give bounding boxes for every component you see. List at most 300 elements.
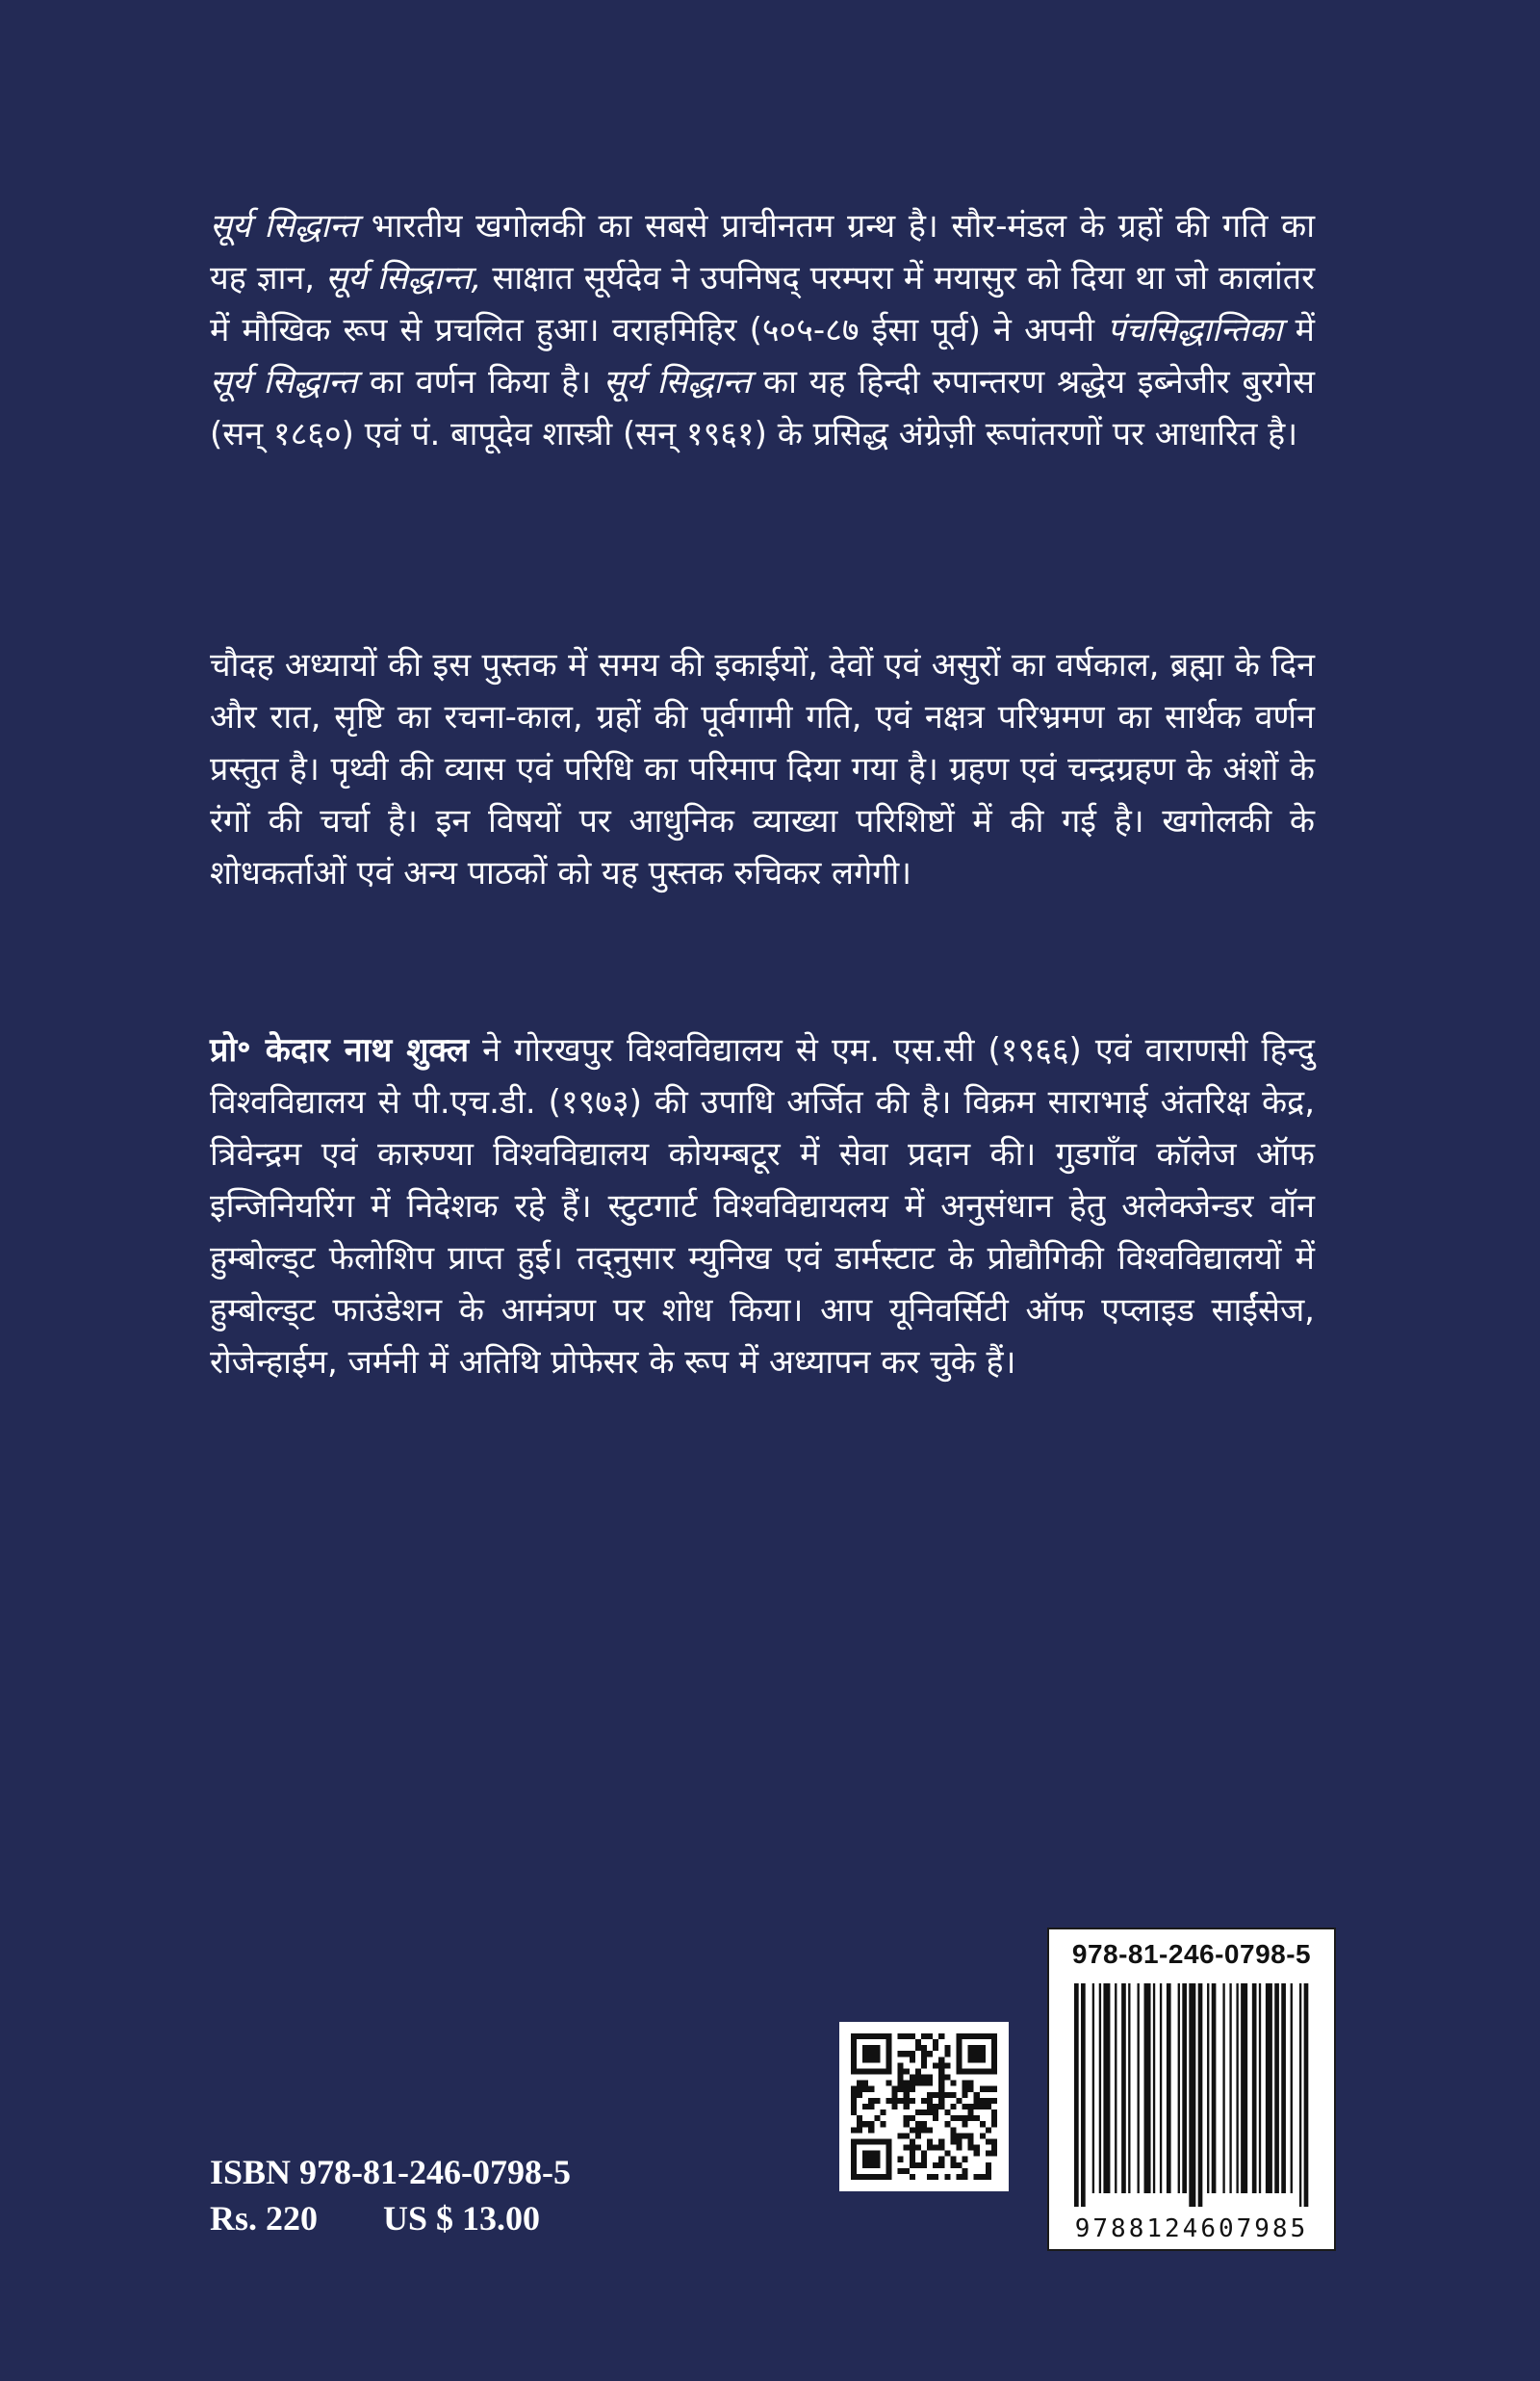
qr-module <box>991 2115 997 2121</box>
qr-module <box>938 2062 944 2068</box>
qr-module <box>956 2068 962 2074</box>
qr-module <box>980 2045 986 2051</box>
para1-text-b: साक्षात सूर्यदेव ने उपनिषद् परम्परा में मयासुर को दिया था जो कालांतर में मौखिक रूप से प्रचलित हुआ। वराहमिहिर (५०५-८७ ईसा पूर्व) ने अपनी <box>210 259 1315 349</box>
qr-module <box>857 2081 862 2086</box>
qr-module <box>938 2033 944 2039</box>
qr-module <box>862 2086 868 2092</box>
qr-module <box>915 2039 921 2045</box>
qr-module <box>874 2068 880 2074</box>
qr-code-graphic <box>851 2033 997 2180</box>
qr-module <box>974 2033 980 2039</box>
qr-module <box>986 2033 991 2039</box>
qr-module <box>986 2127 991 2133</box>
qr-module <box>968 2045 974 2051</box>
qr-module <box>938 2098 944 2104</box>
qr-module <box>933 2104 938 2109</box>
qr-module <box>956 2051 962 2057</box>
barcode-bar <box>1144 1983 1151 2193</box>
qr-module <box>962 2121 968 2127</box>
qr-module <box>857 2174 862 2180</box>
qr-module <box>868 2162 874 2168</box>
qr-module <box>862 2033 868 2039</box>
qr-module <box>904 2098 910 2104</box>
qr-module <box>898 2133 904 2138</box>
qr-module <box>944 2092 950 2098</box>
barcode-bar <box>1167 1983 1171 2193</box>
qr-module <box>886 2045 891 2051</box>
qr-module <box>921 2045 927 2051</box>
qr-module <box>944 2045 950 2051</box>
qr-module <box>974 2115 980 2121</box>
qr-module <box>915 2145 921 2151</box>
qr-module <box>974 2151 980 2157</box>
qr-module <box>868 2127 874 2133</box>
qr-module <box>915 2162 921 2168</box>
qr-module <box>898 2168 904 2174</box>
qr-module <box>910 2162 915 2168</box>
qr-module <box>915 2081 921 2086</box>
qr-module <box>904 2051 910 2057</box>
barcode-bar <box>1115 1983 1116 2193</box>
qr-module <box>857 2068 862 2074</box>
qr-module <box>868 2068 874 2074</box>
qr-module <box>980 2068 986 2074</box>
qr-module <box>921 2081 927 2086</box>
qr-module <box>956 2057 962 2062</box>
qr-module <box>933 2174 938 2180</box>
qr-module <box>956 2115 962 2121</box>
qr-module <box>874 2157 880 2162</box>
qr-module <box>921 2121 927 2127</box>
price-row <box>210 2195 571 2241</box>
qr-module <box>868 2174 874 2180</box>
qr-module <box>968 2133 974 2138</box>
qr-module <box>944 2151 950 2157</box>
qr-module <box>933 2109 938 2115</box>
qr-module <box>851 2092 857 2098</box>
qr-module <box>886 2168 891 2174</box>
qr-module <box>851 2033 857 2039</box>
qr-module <box>962 2086 968 2092</box>
qr-module <box>874 2174 880 2180</box>
qr-module <box>868 2157 874 2162</box>
qr-module <box>910 2098 915 2104</box>
barcode-bar <box>1121 1983 1126 2193</box>
qr-module <box>915 2068 921 2074</box>
qr-module <box>904 2115 910 2121</box>
qr-module <box>851 2057 857 2062</box>
qr-module <box>938 2057 944 2062</box>
panchasiddhantika-italic: पंचसिद्धान्तिका <box>1107 311 1283 349</box>
author-name: प्रो॰ केदार नाथ शुक्ल <box>210 1031 469 1070</box>
qr-module <box>868 2051 874 2057</box>
qr-module <box>991 2109 997 2115</box>
qr-module <box>851 2104 857 2109</box>
qr-module <box>886 2138 891 2144</box>
qr-module <box>962 2068 968 2074</box>
qr-module <box>962 2133 968 2138</box>
qr-module <box>898 2081 904 2086</box>
qr-module <box>944 2051 950 2057</box>
qr-module <box>991 2121 997 2127</box>
qr-module <box>950 2104 956 2109</box>
qr-module <box>944 2121 950 2127</box>
qr-module <box>921 2109 927 2115</box>
qr-module <box>880 2121 886 2127</box>
qr-module <box>974 2051 980 2057</box>
para1-text-e: का यह हिन्दी रुपान्तरण श्रद्धेय इब्नेजीर बुरगेस (सन् १८६०) एवं पं. बापूदेव शास्त्री (सन् १९६१) के प्रसिद्ध अंग्रेज़ी रूपांतरणों पर आधारित है। <box>210 363 1315 453</box>
qr-module <box>904 2133 910 2138</box>
qr-module <box>874 2115 880 2121</box>
qr-module <box>968 2115 974 2121</box>
qr-module <box>962 2092 968 2098</box>
qr-module <box>974 2045 980 2051</box>
qr-module <box>974 2145 980 2151</box>
qr-module <box>956 2098 962 2104</box>
qr-module <box>991 2145 997 2151</box>
qr-module <box>980 2057 986 2062</box>
qr-module <box>962 2081 968 2086</box>
qr-module <box>927 2098 933 2104</box>
qr-module <box>938 2157 944 2162</box>
qr-module <box>868 2151 874 2157</box>
qr-module <box>980 2051 986 2057</box>
qr-module <box>950 2115 956 2121</box>
qr-module <box>886 2062 891 2068</box>
barcode-bar <box>1252 1983 1257 2193</box>
qr-module <box>921 2162 927 2168</box>
qr-module <box>991 2045 997 2051</box>
qr-module <box>950 2081 956 2086</box>
qr-module <box>968 2057 974 2062</box>
qr-module <box>862 2138 868 2144</box>
qr-module <box>910 2115 915 2121</box>
isbn-line: ISBN 978-81-246-0798-5 <box>210 2153 571 2191</box>
qr-module <box>944 2174 950 2180</box>
qr-module <box>898 2068 904 2074</box>
qr-module <box>868 2057 874 2062</box>
qr-module <box>974 2174 980 2180</box>
qr-module <box>915 2075 921 2081</box>
qr-module <box>956 2174 962 2180</box>
book-title-italic: सूर्य सिद्धान्त <box>603 363 752 401</box>
qr-module <box>986 2104 991 2109</box>
qr-module <box>915 2133 921 2138</box>
qr-module <box>921 2062 927 2068</box>
qr-module <box>927 2109 933 2115</box>
qr-module <box>851 2168 857 2174</box>
qr-module <box>898 2098 904 2104</box>
qr-module <box>938 2138 944 2144</box>
qr-module <box>927 2033 933 2039</box>
qr-module <box>880 2138 886 2144</box>
qr-module <box>933 2045 938 2051</box>
qr-module <box>980 2133 986 2138</box>
barcode-bar <box>1178 1983 1180 2193</box>
qr-module <box>933 2115 938 2121</box>
barcode-bar <box>1092 1983 1094 2193</box>
qr-module <box>933 2062 938 2068</box>
qr-module <box>933 2092 938 2098</box>
qr-module <box>910 2174 915 2180</box>
qr-module <box>904 2086 910 2092</box>
qr-module <box>910 2051 915 2057</box>
qr-module <box>862 2081 868 2086</box>
qr-module <box>921 2057 927 2062</box>
qr-module <box>921 2151 927 2157</box>
qr-module <box>868 2104 874 2109</box>
barcode-isbn-text: 978-81-246-0798-5 <box>1071 1939 1312 1969</box>
qr-module <box>962 2033 968 2039</box>
qr-module <box>962 2115 968 2121</box>
qr-module <box>886 2039 891 2045</box>
qr-module <box>898 2157 904 2162</box>
qr-module <box>857 2138 862 2144</box>
qr-module <box>927 2075 933 2081</box>
qr-module <box>915 2121 921 2127</box>
qr-module <box>874 2045 880 2051</box>
qr-module <box>950 2138 956 2144</box>
qr-module <box>921 2051 927 2057</box>
qr-module <box>986 2168 991 2174</box>
barcode-bar <box>1236 1983 1238 2193</box>
qr-module <box>910 2151 915 2157</box>
book-title-italic: सूर्य सिद्धान्त, <box>325 259 482 298</box>
qr-module <box>910 2057 915 2062</box>
qr-module <box>927 2145 933 2151</box>
qr-module <box>851 2151 857 2157</box>
qr-module <box>933 2145 938 2151</box>
qr-module <box>950 2127 956 2133</box>
barcode-bar <box>1160 1983 1162 2193</box>
qr-module <box>956 2162 962 2168</box>
qr-module <box>898 2086 904 2092</box>
barcode-digits-text: 9788124607985 <box>1074 2214 1309 2243</box>
barcode-bar <box>1212 1983 1217 2193</box>
qr-module <box>986 2162 991 2168</box>
qr-module <box>968 2109 974 2115</box>
qr-module <box>857 2121 862 2127</box>
qr-module <box>886 2057 891 2062</box>
qr-module <box>862 2051 868 2057</box>
author-bio-paragraph <box>210 1024 1315 1388</box>
qr-module <box>991 2068 997 2074</box>
qr-module <box>968 2138 974 2144</box>
qr-module <box>886 2145 891 2151</box>
para2-text: चौदह अध्यायों की इस पुस्तक में समय की इकाईयों, देवों एवं असुरों का वर्षकाल, ब्रह्मा के दिन और रात, सृष्टि का रचना-काल, ग्रहों की पूर्वगामी गति, एवं नक्षत्र परिभ्रमण का सार्थक वर्णन प्रस्तुत है। पृथ्वी की व्यास एवं परिधि का परिमाप दिया गया है। ग्रहण एवं चन्द्रग्रहण के अंशों के रंगों की चर्चा है। इन विषयों पर आधुनिक व्याख्या परिशिष्टों में की गई है। खगोलकी के शोधकर्ताओं एवं अन्य पाठकों को यह पुस्तक रुचिकर लगेगी। <box>210 646 1315 893</box>
qr-module <box>851 2039 857 2045</box>
qr-module <box>991 2051 997 2057</box>
qr-module <box>974 2104 980 2109</box>
qr-module <box>927 2092 933 2098</box>
isbn-price-block <box>210 2149 571 2241</box>
qr-module <box>968 2086 974 2092</box>
qr-module <box>880 2174 886 2180</box>
qr-module <box>986 2174 991 2180</box>
qr-module <box>991 2039 997 2045</box>
qr-module <box>851 2068 857 2074</box>
barcode-bar <box>1291 1983 1293 2193</box>
qr-module <box>898 2033 904 2039</box>
qr-module <box>962 2104 968 2109</box>
qr-module <box>904 2092 910 2098</box>
qr-module <box>968 2068 974 2074</box>
qr-module <box>910 2145 915 2151</box>
qr-module <box>851 2157 857 2162</box>
qr-module <box>862 2121 868 2127</box>
barcode-bar <box>1182 1983 1187 2193</box>
qr-module <box>851 2109 857 2115</box>
qr-module <box>956 2138 962 2144</box>
qr-code-icon <box>839 2022 1009 2191</box>
qr-module <box>986 2086 991 2092</box>
price-usd: US $ 13.00 <box>383 2199 541 2238</box>
qr-module <box>886 2162 891 2168</box>
qr-module <box>851 2086 857 2092</box>
qr-module <box>904 2121 910 2127</box>
qr-module <box>962 2168 968 2174</box>
barcode-bar <box>1103 1983 1110 2193</box>
qr-module <box>880 2033 886 2039</box>
qr-module <box>921 2127 927 2133</box>
barcode-bar <box>1128 1983 1130 2193</box>
qr-module <box>927 2051 933 2057</box>
qr-module <box>862 2045 868 2051</box>
qr-module <box>851 2098 857 2104</box>
qr-module <box>938 2104 944 2109</box>
qr-module <box>868 2086 874 2092</box>
qr-module <box>910 2086 915 2092</box>
barcode-bar <box>1259 1983 1261 2193</box>
qr-module <box>921 2033 927 2039</box>
qr-module <box>927 2127 933 2133</box>
qr-module <box>886 2174 891 2180</box>
qr-module <box>950 2092 956 2098</box>
qr-module <box>910 2127 915 2133</box>
qr-module <box>910 2157 915 2162</box>
qr-module <box>986 2068 991 2074</box>
qr-module <box>974 2057 980 2062</box>
barcode-bar <box>1266 1983 1272 2193</box>
qr-module <box>980 2104 986 2109</box>
qr-module <box>868 2033 874 2039</box>
qr-module <box>904 2081 910 2086</box>
barcode-bar <box>1207 1983 1209 2193</box>
qr-module <box>892 2098 898 2104</box>
qr-module <box>938 2075 944 2081</box>
qr-module <box>857 2033 862 2039</box>
qr-module <box>962 2174 968 2180</box>
qr-module <box>944 2062 950 2068</box>
qr-module <box>944 2109 950 2115</box>
book-title-italic: सूर्य सिद्धान्त <box>210 363 358 401</box>
qr-module <box>980 2098 986 2104</box>
qr-module <box>857 2115 862 2121</box>
qr-module <box>874 2033 880 2039</box>
qr-module <box>851 2162 857 2168</box>
qr-module <box>968 2104 974 2109</box>
qr-module <box>910 2138 915 2144</box>
qr-module <box>904 2104 910 2109</box>
qr-module <box>980 2033 986 2039</box>
qr-module <box>956 2045 962 2051</box>
qr-module <box>857 2127 862 2133</box>
qr-module <box>927 2174 933 2180</box>
qr-module <box>915 2127 921 2133</box>
barcode-bar <box>1304 1983 1309 2207</box>
barcode-bar <box>1299 1983 1301 2207</box>
author-bio-text: ने गोरखपुर विश्वविद्यालय से एम. एस.सी (१९६६) एवं वाराणसी हिन्दु विश्वविद्यालय से पी.एच.डी. (१९७३) की उपाधि अर्जित की है। विक्रम साराभाई अंतरिक्ष केद्र, त्रिवेन्द्रम एवं कारुण्या विश्वविद्यालय कोयम्बटूर में सेवा प्रदान की। गुडगाँव कॉलेज ऑफ इन्जिनियरिंग में निदेशक रहे हैं। स्टुटगार्ट विश्वविद्यायलय में अनुसंधान हेतु अलेक्जेन्डर वॉन हुम्बोल्ड्ट फेलोशिप प्राप्त हुई। तद्नुसार म्युनिख एवं डार्मस्टाट के प्रोद्यौगिकी विश्वविद्यालयों में हुम्बोल्ड्ट फाउंडेशन के आमंत्रण पर शोध किया। आप यूनिवर्सिटी ऑफ एप्लाइड साईंसेज, रोजेन्हाईम, जर्मनी में अतिथि प्रोफेसर के रूप में अध्यापन कर चुके हैं। <box>210 1031 1315 1382</box>
qr-module <box>898 2075 904 2081</box>
para1-text-c: में <box>1282 311 1315 349</box>
qr-module <box>991 2057 997 2062</box>
qr-module <box>910 2033 915 2039</box>
qr-module <box>938 2068 944 2074</box>
qr-module <box>991 2138 997 2144</box>
barcode-bar <box>1241 1983 1247 2193</box>
qr-module <box>921 2075 927 2081</box>
qr-module <box>874 2138 880 2144</box>
qr-module <box>956 2039 962 2045</box>
qr-module <box>868 2098 874 2104</box>
qr-module <box>862 2104 868 2109</box>
qr-module <box>956 2133 962 2138</box>
qr-module <box>868 2121 874 2127</box>
qr-module <box>980 2086 986 2092</box>
qr-module <box>904 2145 910 2151</box>
description-paragraph-2 <box>210 639 1315 899</box>
qr-module <box>968 2145 974 2151</box>
qr-module <box>904 2068 910 2074</box>
qr-module <box>874 2098 880 2104</box>
qr-module <box>851 2045 857 2051</box>
qr-module <box>956 2033 962 2039</box>
qr-module <box>950 2157 956 2162</box>
qr-module <box>904 2033 910 2039</box>
qr-module <box>962 2157 968 2162</box>
qr-module <box>986 2138 991 2144</box>
qr-module <box>991 2033 997 2039</box>
qr-module <box>910 2075 915 2081</box>
qr-module <box>892 2086 898 2092</box>
qr-module <box>880 2068 886 2074</box>
qr-module <box>874 2151 880 2157</box>
barcode-icon <box>1074 1983 1313 2207</box>
qr-module <box>862 2068 868 2074</box>
qr-module <box>956 2062 962 2068</box>
barcode-bar <box>1189 1983 1195 2207</box>
qr-module <box>886 2157 891 2162</box>
qr-module <box>886 2051 891 2057</box>
qr-module <box>851 2051 857 2057</box>
barcode-bar <box>1074 1983 1079 2207</box>
qr-module <box>938 2092 944 2098</box>
qr-module <box>904 2168 910 2174</box>
qr-module <box>944 2075 950 2081</box>
barcode-bar <box>1274 1983 1279 2193</box>
book-title-italic: सूर्य सिद्धान्त <box>210 207 359 246</box>
qr-module <box>986 2151 991 2157</box>
qr-module <box>857 2092 862 2098</box>
qr-module <box>938 2081 944 2086</box>
price-inr: Rs. 220 <box>210 2199 319 2238</box>
qr-module <box>868 2138 874 2144</box>
qr-module <box>938 2145 944 2151</box>
qr-module <box>874 2057 880 2062</box>
qr-module <box>950 2133 956 2138</box>
qr-module <box>933 2039 938 2045</box>
qr-module <box>980 2121 986 2127</box>
